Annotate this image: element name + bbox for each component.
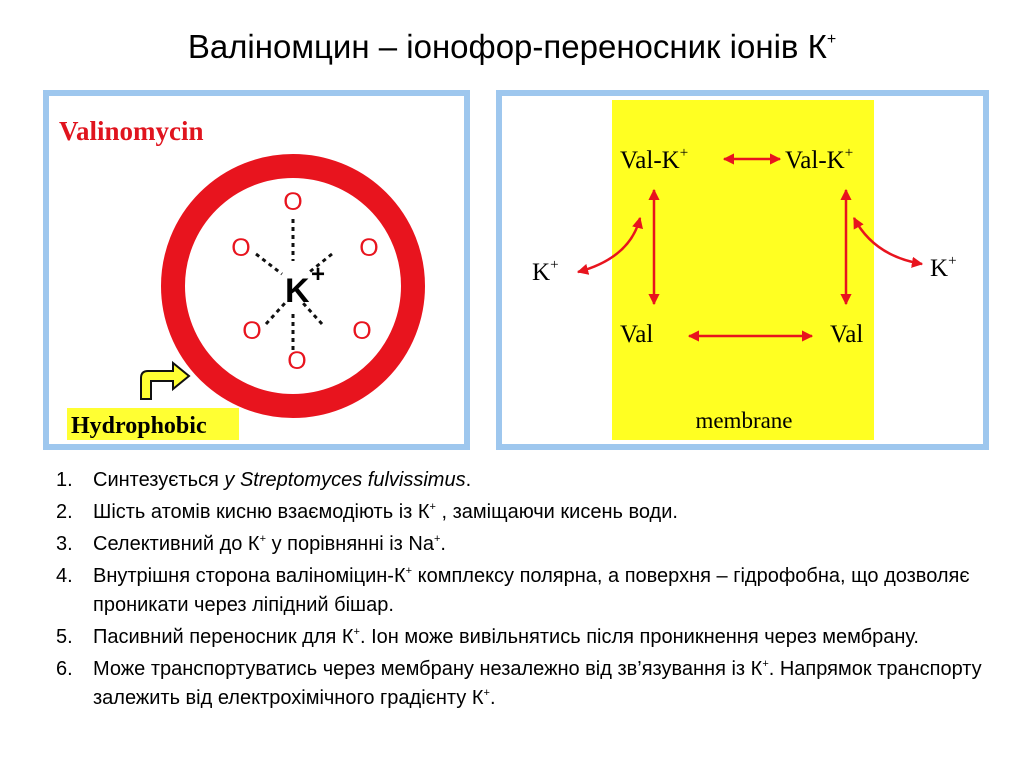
list-item xyxy=(48,562,1008,620)
list-superscript: + xyxy=(483,687,490,699)
oxygen-atom-1: O xyxy=(283,188,303,216)
val-k-complex-right xyxy=(785,145,853,174)
list-superscript: + xyxy=(353,626,360,638)
oxygen-atom-4: O xyxy=(242,317,262,345)
list-text: Може транспортуватись через мембрану незалежно від зв’язування із К xyxy=(93,658,763,680)
slide-title xyxy=(0,18,1024,69)
valinomycin-figure xyxy=(43,90,470,450)
list-number: 4. xyxy=(56,565,73,587)
list-number: 1. xyxy=(56,469,73,491)
val-k-complex-right-text: Val-K xyxy=(785,147,845,174)
valinomycin-diagram xyxy=(49,96,464,444)
list-superscript: + xyxy=(405,565,413,577)
k-ion-outside-left-text: K xyxy=(532,259,551,286)
properties-list xyxy=(48,466,1008,716)
list-text: Шість атомів кисню взаємодіють із К xyxy=(93,501,430,523)
list-text: Селективний до К xyxy=(93,533,260,555)
valinomycin-label: Valinomycin xyxy=(59,116,204,146)
k-ion-outside-right xyxy=(930,253,957,282)
oxygen-atom-3: O xyxy=(359,234,379,262)
list-superscript: + xyxy=(429,501,436,513)
k-ion-outside-right-text: K xyxy=(930,255,949,282)
membrane-label: membrane xyxy=(695,408,793,433)
list-italic-text: у Streptomyces fulvissimus xyxy=(224,469,466,491)
val-k-complex-left xyxy=(620,145,688,174)
list-number: 2. xyxy=(56,501,73,523)
list-number: 3. xyxy=(56,533,73,555)
list-text: . Напрямок транспорту залежить від електрохімічного градієнту К xyxy=(93,658,982,709)
list-item xyxy=(48,655,1008,713)
slide-title-superscript: + xyxy=(826,31,837,48)
list-text: Пасивний переносник для К xyxy=(93,626,354,648)
list-text: . xyxy=(465,469,472,491)
list-text: Внутрішня сторона валіноміцин-К xyxy=(93,565,406,587)
val-k-complex-right-charge: + xyxy=(844,145,854,161)
transport-cycle-figure xyxy=(496,90,989,450)
list-text: . xyxy=(440,533,446,555)
list-text: Синтезується xyxy=(93,469,225,491)
list-item xyxy=(48,498,1008,527)
list-superscript: + xyxy=(259,533,267,545)
k-ion-outside-right-charge: + xyxy=(948,253,957,269)
list-item xyxy=(48,466,1008,495)
val-left: Val xyxy=(620,321,654,348)
slide-title-text: Валіномцин – іонофор-переносник іонів К xyxy=(187,28,827,65)
list-text: . xyxy=(489,687,496,709)
val-k-complex-left-text: Val-K xyxy=(620,147,680,174)
list-number: 6. xyxy=(56,658,73,680)
potassium-ion: K xyxy=(285,272,310,310)
k-ion-outside-left xyxy=(532,257,559,286)
list-text: . Іон може вивільнятись після проникнення через мембрану. xyxy=(359,626,919,648)
oxygen-atom-5: O xyxy=(352,317,372,345)
hydrophobic-label: Hydrophobic xyxy=(71,413,207,439)
potassium-ion-charge: + xyxy=(311,261,326,288)
oxygen-atom-6: O xyxy=(287,347,307,375)
list-text: , заміщаючи кисень води. xyxy=(435,501,678,523)
list-item xyxy=(48,530,1008,559)
list-text: комплексу полярна, а поверхня – гідрофобна, що дозволяє проникати через ліпідний бішар. xyxy=(93,565,970,616)
k-ion-outside-left-charge: + xyxy=(550,257,559,273)
hydrophobic-pointer-arrow-icon xyxy=(141,363,189,399)
val-right: Val xyxy=(830,321,864,348)
val-k-complex-left-charge: + xyxy=(679,145,689,161)
list-superscript: + xyxy=(762,658,769,670)
transport-cycle-diagram xyxy=(502,96,983,444)
list-superscript: + xyxy=(433,533,441,545)
oxygen-atom-2: O xyxy=(231,234,251,262)
list-text: у порівнянні із Na xyxy=(266,533,434,555)
list-number: 5. xyxy=(56,626,73,648)
list-item xyxy=(48,623,1008,652)
